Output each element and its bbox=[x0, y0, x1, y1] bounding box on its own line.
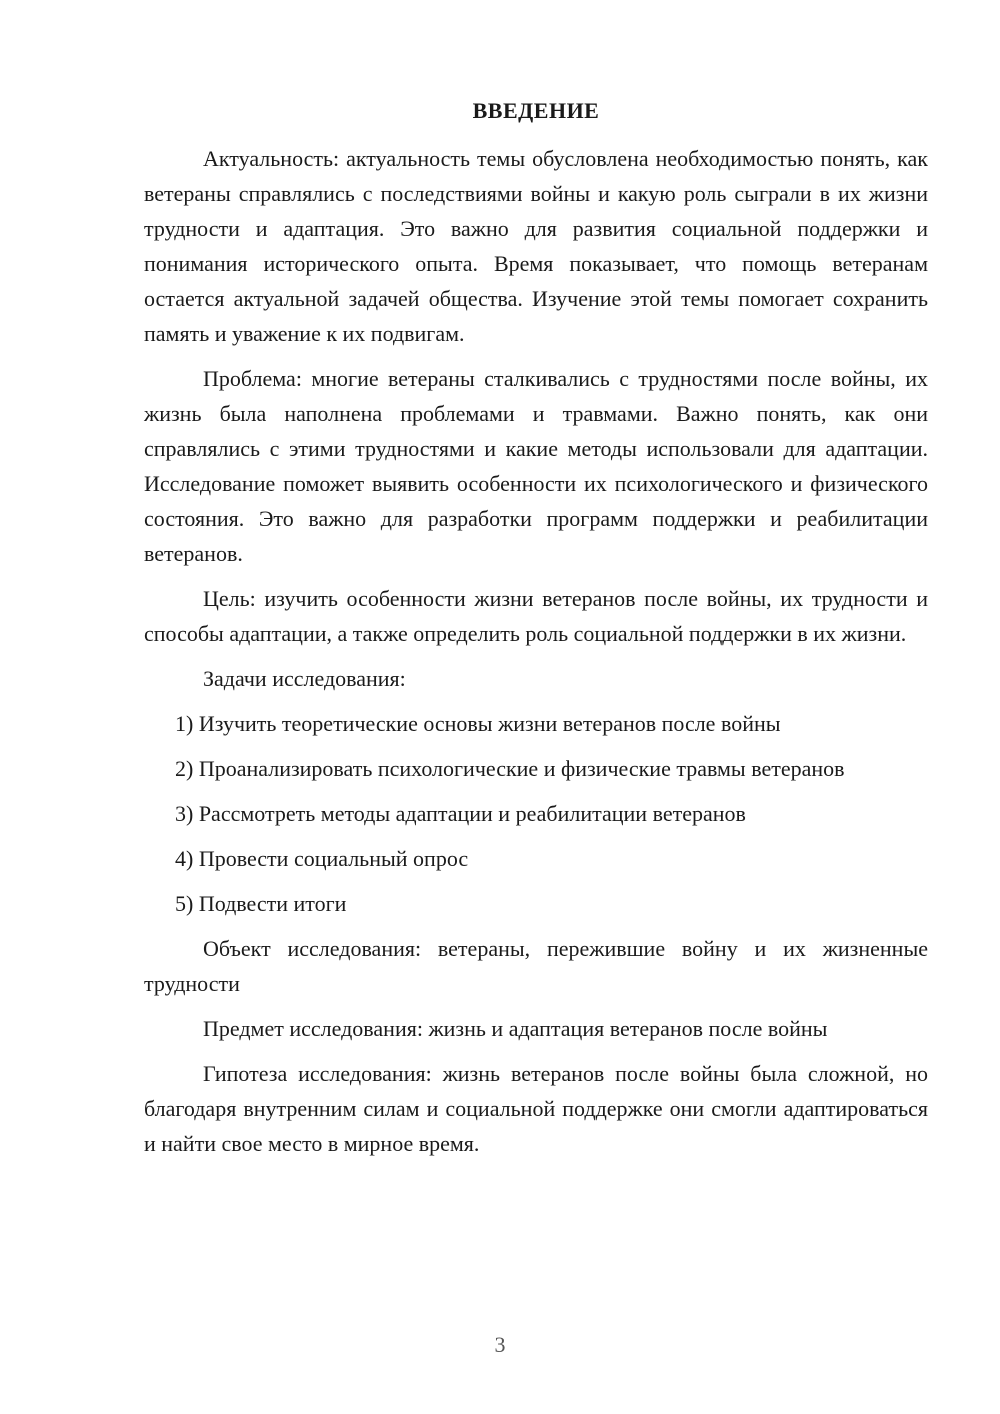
paragraph-object: Объект исследования: ветераны, пережившие войну и их жизненные трудности bbox=[144, 936, 928, 996]
page-number: 3 bbox=[494, 1332, 506, 1357]
paragraph-hypothesis: Гипотеза исследования: жизнь ветеранов после войны была сложной, но благодаря внутренним силам и социальной поддержке они смогли адаптироваться и найти свое место в мирное время. bbox=[144, 1061, 928, 1156]
paragraph-relevance: Актуальность: актуальность темы обусловлена необходимостью понять, как ветераны справлялись с последствиями войны и какую роль сыграли в их жизни трудности и адаптация. Это важно для развития социальной поддержки и понимания исторического опыта. Время показывает, что помощь ветеранам остается актуальной задачей общества. Изучение этой темы помогает сохранить память и уважение к их подвигам. bbox=[144, 146, 928, 346]
page-content bbox=[144, 95, 928, 1171]
paragraph-goal: Цель: изучить особенности жизни ветеранов после войны, их трудности и способы адаптации, а также определить роль социальной поддержки в их жизни. bbox=[144, 586, 928, 646]
paragraph-problem: Проблема: многие ветераны сталкивались с трудностями после войны, их жизнь была наполнена проблемами и травмами. Важно понять, как они справлялись с этими трудностями и какие методы использовали для адаптации. Исследование поможет выявить особенности их психологического и физического состояния. Это важно для разработки программ поддержки и реабилитации ветеранов. bbox=[144, 366, 928, 566]
task-item: 4) Провести социальный опрос bbox=[175, 846, 469, 871]
task-item: 5) Подвести итоги bbox=[175, 891, 347, 916]
tasks-heading: Задачи исследования: bbox=[203, 666, 406, 691]
task-item: 3) Рассмотреть методы адаптации и реабилитации ветеранов bbox=[175, 801, 746, 826]
section-title: ВВЕДЕНИЕ bbox=[472, 98, 600, 123]
task-item: 1) Изучить теоретические основы жизни ветеранов после войны bbox=[175, 711, 781, 736]
paragraph-subject: Предмет исследования: жизнь и адаптация ветеранов после войны bbox=[203, 1016, 828, 1041]
task-item: 2) Проанализировать психологические и физические травмы ветеранов bbox=[175, 756, 845, 781]
